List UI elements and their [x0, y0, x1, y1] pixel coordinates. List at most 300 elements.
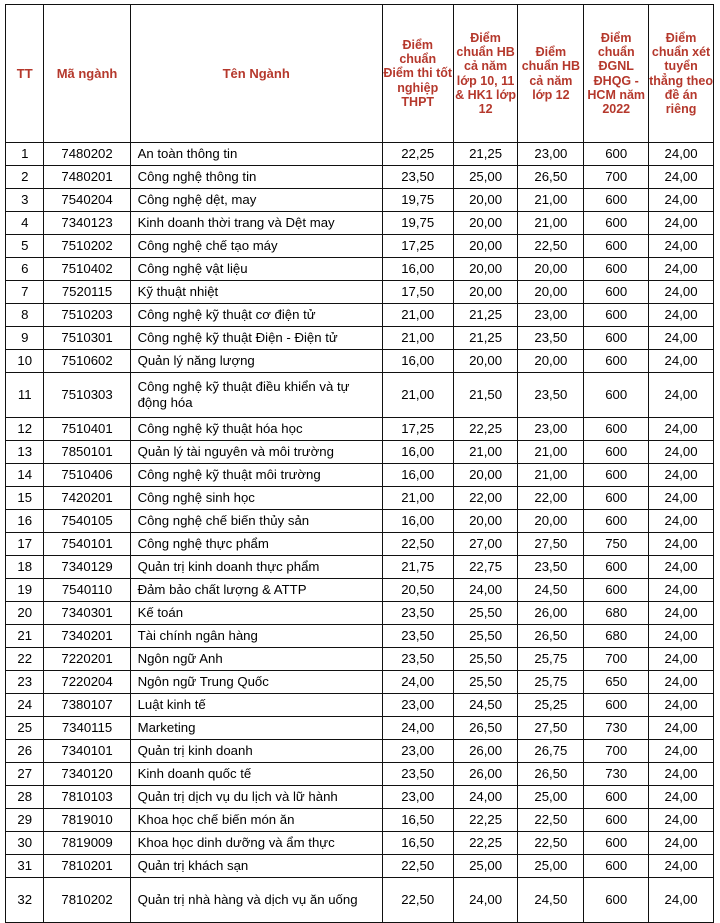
- cell-tt: 7: [6, 281, 44, 304]
- cell-dgnl-score: 680: [584, 625, 649, 648]
- cell-transcript-grade12-score: 25,00: [518, 855, 584, 878]
- cell-direct-admission-score: 24,00: [649, 510, 714, 533]
- cell-tt: 32: [6, 878, 44, 923]
- cell-major-code: 7340120: [44, 763, 130, 786]
- cell-transcript-3yr-score: 20,00: [453, 350, 518, 373]
- cell-tt: 8: [6, 304, 44, 327]
- cell-major-name: Ngôn ngữ Trung Quốc: [130, 671, 382, 694]
- table-row: [6, 212, 714, 235]
- cell-direct-admission-score: 24,00: [649, 166, 714, 189]
- cell-tt: 21: [6, 625, 44, 648]
- cell-transcript-3yr-score: 21,50: [453, 373, 518, 418]
- cell-direct-admission-score: 24,00: [649, 441, 714, 464]
- table-row: [6, 717, 714, 740]
- admission-score-table: [5, 4, 714, 923]
- cell-major-code: 7819009: [44, 832, 130, 855]
- cell-thpt-score: 23,00: [382, 786, 453, 809]
- table-row: [6, 510, 714, 533]
- cell-major-name: Công nghệ kỹ thuật Điện - Điện tử: [130, 327, 382, 350]
- cell-transcript-3yr-score: 22,25: [453, 418, 518, 441]
- cell-major-code: 7510203: [44, 304, 130, 327]
- cell-dgnl-score: 700: [584, 648, 649, 671]
- cell-dgnl-score: 600: [584, 464, 649, 487]
- cell-transcript-3yr-score: 20,00: [453, 258, 518, 281]
- cell-thpt-score: 24,00: [382, 717, 453, 740]
- cell-tt: 11: [6, 373, 44, 418]
- cell-direct-admission-score: 24,00: [649, 579, 714, 602]
- cell-transcript-3yr-score: 20,00: [453, 281, 518, 304]
- cell-thpt-score: 17,25: [382, 418, 453, 441]
- cell-major-name: Kinh doanh quốc tế: [130, 763, 382, 786]
- cell-major-code: 7340201: [44, 625, 130, 648]
- table-row: [6, 350, 714, 373]
- cell-direct-admission-score: 24,00: [649, 763, 714, 786]
- cell-dgnl-score: 600: [584, 855, 649, 878]
- table-body: [6, 143, 714, 923]
- cell-direct-admission-score: 24,00: [649, 556, 714, 579]
- table-row: [6, 487, 714, 510]
- cell-dgnl-score: 600: [584, 235, 649, 258]
- table-row: [6, 832, 714, 855]
- cell-transcript-3yr-score: 24,00: [453, 786, 518, 809]
- cell-transcript-3yr-score: 20,00: [453, 212, 518, 235]
- cell-thpt-score: 23,50: [382, 763, 453, 786]
- cell-thpt-score: 23,00: [382, 694, 453, 717]
- cell-direct-admission-score: 24,00: [649, 625, 714, 648]
- column-header-major-name: Tên Ngành: [130, 5, 382, 143]
- cell-major-code: 7510301: [44, 327, 130, 350]
- table-row: [6, 579, 714, 602]
- cell-major-name: Công nghệ dệt, may: [130, 189, 382, 212]
- table-row: [6, 533, 714, 556]
- cell-dgnl-score: 730: [584, 717, 649, 740]
- table-row: [6, 671, 714, 694]
- cell-thpt-score: 17,50: [382, 281, 453, 304]
- cell-transcript-grade12-score: 23,00: [518, 304, 584, 327]
- table-row: [6, 694, 714, 717]
- cell-major-code: 7340129: [44, 556, 130, 579]
- cell-direct-admission-score: 24,00: [649, 418, 714, 441]
- cell-major-code: 7810201: [44, 855, 130, 878]
- cell-transcript-grade12-score: 26,50: [518, 763, 584, 786]
- cell-thpt-score: 19,75: [382, 212, 453, 235]
- cell-major-code: 7810202: [44, 878, 130, 923]
- cell-major-name: Kỹ thuật nhiệt: [130, 281, 382, 304]
- cell-tt: 9: [6, 327, 44, 350]
- cell-tt: 26: [6, 740, 44, 763]
- cell-tt: 25: [6, 717, 44, 740]
- cell-major-name: Công nghệ kỹ thuật hóa học: [130, 418, 382, 441]
- cell-major-code: 7540105: [44, 510, 130, 533]
- cell-major-name: Kế toán: [130, 602, 382, 625]
- cell-major-code: 7220204: [44, 671, 130, 694]
- cell-transcript-grade12-score: 23,50: [518, 327, 584, 350]
- cell-tt: 2: [6, 166, 44, 189]
- cell-transcript-3yr-score: 25,00: [453, 855, 518, 878]
- cell-major-code: 7380107: [44, 694, 130, 717]
- cell-thpt-score: 22,50: [382, 855, 453, 878]
- cell-transcript-grade12-score: 21,00: [518, 212, 584, 235]
- cell-direct-admission-score: 24,00: [649, 786, 714, 809]
- cell-transcript-3yr-score: 25,00: [453, 166, 518, 189]
- cell-tt: 27: [6, 763, 44, 786]
- cell-major-name: Quản lý năng lượng: [130, 350, 382, 373]
- cell-direct-admission-score: 24,00: [649, 832, 714, 855]
- cell-transcript-3yr-score: 24,50: [453, 694, 518, 717]
- column-header-transcript-3yr-score: Điểm chuẩn HB cả năm lớp 10, 11 & HK1 lớp 12: [453, 5, 518, 143]
- cell-dgnl-score: 600: [584, 327, 649, 350]
- cell-direct-admission-score: 24,00: [649, 464, 714, 487]
- cell-direct-admission-score: 24,00: [649, 327, 714, 350]
- cell-direct-admission-score: 24,00: [649, 648, 714, 671]
- cell-major-code: 7480201: [44, 166, 130, 189]
- cell-transcript-grade12-score: 23,00: [518, 143, 584, 166]
- cell-dgnl-score: 600: [584, 373, 649, 418]
- table-row: [6, 143, 714, 166]
- table-row: [6, 418, 714, 441]
- cell-transcript-3yr-score: 22,75: [453, 556, 518, 579]
- cell-dgnl-score: 600: [584, 281, 649, 304]
- cell-major-name: Quản trị dịch vụ du lịch và lữ hành: [130, 786, 382, 809]
- cell-transcript-3yr-score: 24,00: [453, 579, 518, 602]
- cell-transcript-grade12-score: 20,00: [518, 350, 584, 373]
- cell-tt: 10: [6, 350, 44, 373]
- cell-transcript-3yr-score: 25,50: [453, 602, 518, 625]
- cell-thpt-score: 20,50: [382, 579, 453, 602]
- cell-thpt-score: 21,00: [382, 304, 453, 327]
- cell-transcript-3yr-score: 26,00: [453, 740, 518, 763]
- table-row: [6, 327, 714, 350]
- cell-major-code: 7340123: [44, 212, 130, 235]
- cell-tt: 29: [6, 809, 44, 832]
- cell-transcript-grade12-score: 21,00: [518, 464, 584, 487]
- cell-major-name: Quản trị kinh doanh: [130, 740, 382, 763]
- cell-major-name: Tài chính ngân hàng: [130, 625, 382, 648]
- table-row: [6, 464, 714, 487]
- table-row: [6, 441, 714, 464]
- cell-major-name: Khoa học chế biến món ăn: [130, 809, 382, 832]
- cell-direct-admission-score: 24,00: [649, 717, 714, 740]
- cell-transcript-grade12-score: 26,50: [518, 166, 584, 189]
- cell-thpt-score: 24,00: [382, 671, 453, 694]
- cell-transcript-grade12-score: 22,50: [518, 235, 584, 258]
- cell-major-name: Công nghệ chế biến thủy sản: [130, 510, 382, 533]
- cell-dgnl-score: 750: [584, 533, 649, 556]
- cell-tt: 15: [6, 487, 44, 510]
- table-row: [6, 625, 714, 648]
- cell-transcript-grade12-score: 23,50: [518, 556, 584, 579]
- cell-major-name: Công nghệ kỹ thuật cơ điện tử: [130, 304, 382, 327]
- table-row: [6, 304, 714, 327]
- cell-transcript-grade12-score: 26,75: [518, 740, 584, 763]
- cell-transcript-3yr-score: 25,50: [453, 671, 518, 694]
- cell-major-name: Marketing: [130, 717, 382, 740]
- cell-transcript-3yr-score: 25,50: [453, 625, 518, 648]
- cell-tt: 13: [6, 441, 44, 464]
- cell-major-name: Ngôn ngữ Anh: [130, 648, 382, 671]
- cell-dgnl-score: 600: [584, 556, 649, 579]
- table-row: [6, 809, 714, 832]
- cell-direct-admission-score: 24,00: [649, 855, 714, 878]
- cell-dgnl-score: 600: [584, 510, 649, 533]
- cell-major-name: Công nghệ kỹ thuật điều khiển và tự động hóa: [130, 373, 382, 418]
- cell-major-code: 7340101: [44, 740, 130, 763]
- table-row: [6, 373, 714, 418]
- cell-dgnl-score: 600: [584, 878, 649, 923]
- cell-major-code: 7340301: [44, 602, 130, 625]
- cell-major-code: 7510401: [44, 418, 130, 441]
- cell-thpt-score: 16,00: [382, 441, 453, 464]
- cell-thpt-score: 21,00: [382, 373, 453, 418]
- cell-major-code: 7340115: [44, 717, 130, 740]
- cell-transcript-3yr-score: 20,00: [453, 510, 518, 533]
- cell-direct-admission-score: 24,00: [649, 189, 714, 212]
- cell-transcript-grade12-score: 25,75: [518, 671, 584, 694]
- cell-dgnl-score: 600: [584, 212, 649, 235]
- cell-major-code: 7220201: [44, 648, 130, 671]
- cell-major-name: Đảm bảo chất lượng & ATTP: [130, 579, 382, 602]
- cell-transcript-grade12-score: 23,00: [518, 418, 584, 441]
- cell-transcript-grade12-score: 26,50: [518, 625, 584, 648]
- cell-thpt-score: 23,50: [382, 648, 453, 671]
- cell-transcript-3yr-score: 20,00: [453, 464, 518, 487]
- table-row: [6, 602, 714, 625]
- cell-major-code: 7850101: [44, 441, 130, 464]
- cell-transcript-grade12-score: 20,00: [518, 281, 584, 304]
- cell-thpt-score: 16,50: [382, 832, 453, 855]
- table-row: [6, 878, 714, 923]
- cell-dgnl-score: 600: [584, 258, 649, 281]
- cell-major-name: Quản trị khách sạn: [130, 855, 382, 878]
- cell-transcript-grade12-score: 27,50: [518, 533, 584, 556]
- cell-thpt-score: 23,50: [382, 625, 453, 648]
- cell-transcript-3yr-score: 27,00: [453, 533, 518, 556]
- cell-tt: 16: [6, 510, 44, 533]
- cell-thpt-score: 23,00: [382, 740, 453, 763]
- cell-tt: 19: [6, 579, 44, 602]
- cell-thpt-score: 16,50: [382, 809, 453, 832]
- cell-transcript-3yr-score: 22,00: [453, 487, 518, 510]
- table-row: [6, 258, 714, 281]
- cell-dgnl-score: 600: [584, 832, 649, 855]
- cell-major-code: 7480202: [44, 143, 130, 166]
- column-header-direct-admission-score: Điểm chuẩn xét tuyển thẳng theo đề án riêng: [649, 5, 714, 143]
- cell-transcript-grade12-score: 21,00: [518, 441, 584, 464]
- cell-tt: 12: [6, 418, 44, 441]
- cell-major-name: An toàn thông tin: [130, 143, 382, 166]
- cell-dgnl-score: 600: [584, 579, 649, 602]
- cell-major-code: 7510202: [44, 235, 130, 258]
- cell-major-name: Công nghệ thông tin: [130, 166, 382, 189]
- cell-transcript-grade12-score: 25,25: [518, 694, 584, 717]
- cell-major-code: 7420201: [44, 487, 130, 510]
- cell-direct-admission-score: 24,00: [649, 235, 714, 258]
- cell-transcript-3yr-score: 21,00: [453, 441, 518, 464]
- table-header: [6, 5, 714, 143]
- cell-transcript-3yr-score: 26,50: [453, 717, 518, 740]
- cell-major-name: Khoa học dinh dưỡng và ẩm thực: [130, 832, 382, 855]
- cell-transcript-grade12-score: 23,50: [518, 373, 584, 418]
- cell-transcript-3yr-score: 21,25: [453, 143, 518, 166]
- cell-major-code: 7510402: [44, 258, 130, 281]
- cell-direct-admission-score: 24,00: [649, 809, 714, 832]
- cell-direct-admission-score: 24,00: [649, 487, 714, 510]
- cell-transcript-grade12-score: 20,00: [518, 510, 584, 533]
- cell-transcript-grade12-score: 22,50: [518, 832, 584, 855]
- cell-dgnl-score: 650: [584, 671, 649, 694]
- table-row: [6, 556, 714, 579]
- cell-direct-admission-score: 24,00: [649, 281, 714, 304]
- cell-dgnl-score: 600: [584, 304, 649, 327]
- column-header-dgnl-score: Điểm chuẩn ĐGNL ĐHQG -HCM năm 2022: [584, 5, 649, 143]
- cell-tt: 3: [6, 189, 44, 212]
- column-header-tt: TT: [6, 5, 44, 143]
- column-header-transcript-grade12-score: Điểm chuẩn HB cả năm lớp 12: [518, 5, 584, 143]
- cell-dgnl-score: 600: [584, 487, 649, 510]
- cell-major-code: 7540110: [44, 579, 130, 602]
- cell-dgnl-score: 600: [584, 143, 649, 166]
- cell-tt: 4: [6, 212, 44, 235]
- cell-tt: 5: [6, 235, 44, 258]
- cell-dgnl-score: 600: [584, 809, 649, 832]
- cell-major-code: 7520115: [44, 281, 130, 304]
- cell-direct-admission-score: 24,00: [649, 602, 714, 625]
- cell-direct-admission-score: 24,00: [649, 694, 714, 717]
- table-row: [6, 189, 714, 212]
- cell-tt: 1: [6, 143, 44, 166]
- cell-transcript-3yr-score: 22,25: [453, 809, 518, 832]
- cell-dgnl-score: 600: [584, 189, 649, 212]
- cell-dgnl-score: 600: [584, 418, 649, 441]
- cell-major-code: 7540204: [44, 189, 130, 212]
- cell-tt: 28: [6, 786, 44, 809]
- cell-tt: 23: [6, 671, 44, 694]
- table-row: [6, 786, 714, 809]
- cell-dgnl-score: 700: [584, 166, 649, 189]
- cell-dgnl-score: 600: [584, 694, 649, 717]
- cell-major-name: Quản lý tài nguyên và môi trường: [130, 441, 382, 464]
- cell-transcript-3yr-score: 25,50: [453, 648, 518, 671]
- cell-tt: 24: [6, 694, 44, 717]
- cell-major-name: Công nghệ kỹ thuật môi trường: [130, 464, 382, 487]
- cell-transcript-grade12-score: 22,50: [518, 809, 584, 832]
- cell-direct-admission-score: 24,00: [649, 258, 714, 281]
- cell-direct-admission-score: 24,00: [649, 373, 714, 418]
- cell-thpt-score: 16,00: [382, 258, 453, 281]
- cell-thpt-score: 23,50: [382, 602, 453, 625]
- cell-transcript-3yr-score: 22,25: [453, 832, 518, 855]
- cell-thpt-score: 22,50: [382, 533, 453, 556]
- cell-dgnl-score: 600: [584, 786, 649, 809]
- cell-major-code: 7810103: [44, 786, 130, 809]
- table-row: [6, 855, 714, 878]
- cell-dgnl-score: 600: [584, 350, 649, 373]
- cell-transcript-grade12-score: 22,00: [518, 487, 584, 510]
- cell-thpt-score: 22,25: [382, 143, 453, 166]
- column-header-thpt-score: Điểm chuẩn Điểm thi tốt nghiệp THPT: [382, 5, 453, 143]
- cell-major-name: Công nghệ thực phẩm: [130, 533, 382, 556]
- cell-transcript-grade12-score: 26,00: [518, 602, 584, 625]
- cell-dgnl-score: 600: [584, 441, 649, 464]
- cell-tt: 22: [6, 648, 44, 671]
- cell-transcript-grade12-score: 24,50: [518, 579, 584, 602]
- cell-transcript-3yr-score: 21,25: [453, 304, 518, 327]
- cell-tt: 31: [6, 855, 44, 878]
- cell-major-code: 7540101: [44, 533, 130, 556]
- cell-major-name: Công nghệ vật liệu: [130, 258, 382, 281]
- cell-major-name: Kinh doanh thời trang và Dệt may: [130, 212, 382, 235]
- cell-thpt-score: 16,00: [382, 464, 453, 487]
- cell-direct-admission-score: 24,00: [649, 533, 714, 556]
- cell-transcript-3yr-score: 24,00: [453, 878, 518, 923]
- cell-thpt-score: 22,50: [382, 878, 453, 923]
- cell-major-name: Công nghệ chế tạo máy: [130, 235, 382, 258]
- cell-direct-admission-score: 24,00: [649, 143, 714, 166]
- cell-tt: 17: [6, 533, 44, 556]
- cell-major-name: Quản trị kinh doanh thực phẩm: [130, 556, 382, 579]
- cell-major-code: 7510303: [44, 373, 130, 418]
- cell-transcript-grade12-score: 25,75: [518, 648, 584, 671]
- cell-transcript-grade12-score: 27,50: [518, 717, 584, 740]
- table-row: [6, 763, 714, 786]
- cell-thpt-score: 16,00: [382, 350, 453, 373]
- cell-major-name: Quản trị nhà hàng và dịch vụ ăn uống: [130, 878, 382, 923]
- cell-tt: 14: [6, 464, 44, 487]
- cell-thpt-score: 17,25: [382, 235, 453, 258]
- cell-thpt-score: 21,00: [382, 487, 453, 510]
- table-header-row: [6, 5, 714, 143]
- cell-transcript-3yr-score: 20,00: [453, 189, 518, 212]
- cell-dgnl-score: 730: [584, 763, 649, 786]
- cell-thpt-score: 16,00: [382, 510, 453, 533]
- cell-major-code: 7510602: [44, 350, 130, 373]
- cell-thpt-score: 21,75: [382, 556, 453, 579]
- cell-major-name: Luật kinh tế: [130, 694, 382, 717]
- cell-transcript-grade12-score: 21,00: [518, 189, 584, 212]
- cell-major-name: Công nghệ sinh học: [130, 487, 382, 510]
- cell-transcript-grade12-score: 25,00: [518, 786, 584, 809]
- cell-direct-admission-score: 24,00: [649, 212, 714, 235]
- cell-tt: 6: [6, 258, 44, 281]
- table-row: [6, 648, 714, 671]
- cell-dgnl-score: 700: [584, 740, 649, 763]
- cell-tt: 18: [6, 556, 44, 579]
- cell-thpt-score: 23,50: [382, 166, 453, 189]
- cell-transcript-grade12-score: 24,50: [518, 878, 584, 923]
- cell-transcript-3yr-score: 20,00: [453, 235, 518, 258]
- cell-direct-admission-score: 24,00: [649, 304, 714, 327]
- cell-direct-admission-score: 24,00: [649, 740, 714, 763]
- table-row: [6, 235, 714, 258]
- cell-major-code: 7819010: [44, 809, 130, 832]
- cell-transcript-3yr-score: 21,25: [453, 327, 518, 350]
- cell-tt: 20: [6, 602, 44, 625]
- cell-transcript-3yr-score: 26,00: [453, 763, 518, 786]
- cell-thpt-score: 21,00: [382, 327, 453, 350]
- cell-transcript-grade12-score: 20,00: [518, 258, 584, 281]
- cell-thpt-score: 19,75: [382, 189, 453, 212]
- cell-major-code: 7510406: [44, 464, 130, 487]
- cell-direct-admission-score: 24,00: [649, 878, 714, 923]
- table-row: [6, 740, 714, 763]
- column-header-major-code: Mã ngành: [44, 5, 130, 143]
- cell-direct-admission-score: 24,00: [649, 671, 714, 694]
- cell-tt: 30: [6, 832, 44, 855]
- cell-dgnl-score: 680: [584, 602, 649, 625]
- table-row: [6, 166, 714, 189]
- cell-direct-admission-score: 24,00: [649, 350, 714, 373]
- table-row: [6, 281, 714, 304]
